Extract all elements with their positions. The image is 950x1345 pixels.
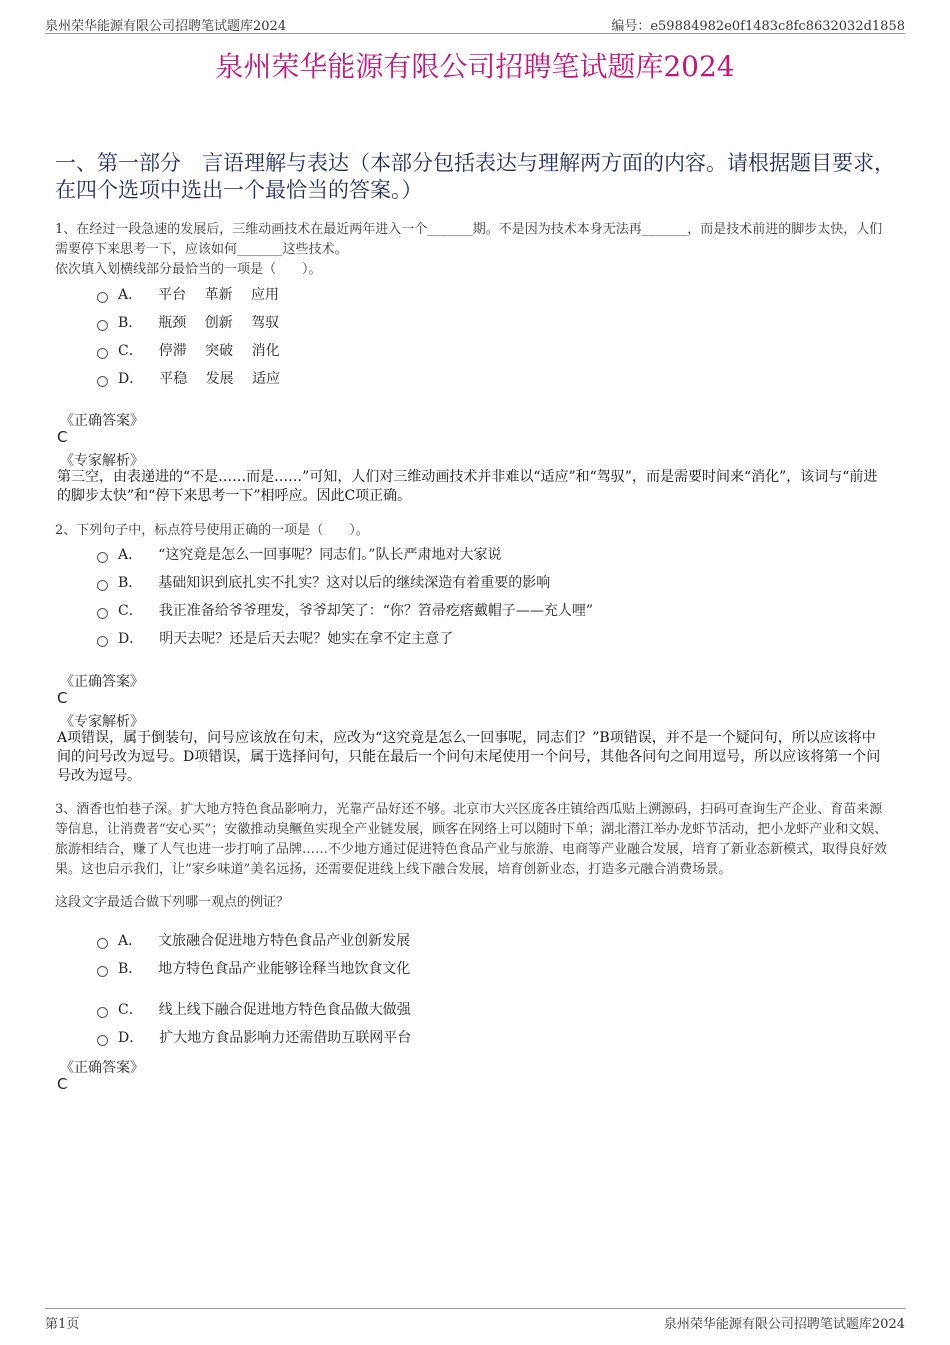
question-1-option-c[interactable]: C． 停滞 突破 消化 (97, 340, 280, 360)
header-divider (45, 33, 905, 34)
question-3-prompt: 这段文字最适合做下列哪一观点的例证？ (55, 895, 290, 910)
radio-icon[interactable] (97, 320, 108, 331)
radio-icon[interactable] (97, 1035, 108, 1046)
question-1-text: 1、在经过一段急速的发展后，三维动画技术在最近两年进入一个_______期。不是因为技术本身无法再_______，而是技术前进的脚步太快，人们需要停下来思考一下，应该如何_______这些技术。 (55, 222, 883, 257)
radio-icon[interactable] (97, 580, 108, 591)
radio-icon[interactable] (97, 938, 108, 949)
question-2-analysis: A项错误，属于倒装句，问号应该放在句末，应改为“这究竟是怎么一回事呢，同志们？”B项错误，并不是一个疑问句，所以应该将中间的问号改为逗号。D项错误，属于选择问句，只能在最后一个问句末尾使用一个问号，其他各问句之间用逗号，所以应该将第一个问号改为逗号。 (57, 730, 881, 784)
question-1-analysis-label: 《专家解析》 (60, 453, 144, 469)
radio-icon[interactable] (97, 636, 108, 647)
radio-icon[interactable] (97, 292, 108, 303)
question-3-text: 3、酒香也怕巷子深。扩大地方特色食品影响力，光靠产品好还不够。北京市大兴区庞各庄镇给西瓜贴上溯源码，扫码可查询生产企业、育苗来源等信息，让消费者“安心买”；安徽推动臭鳜鱼实现全产业链发展，顾客在网络上可以随时下单；湖北潜江举办龙虾节活动，把小龙虾产业和文娱、旅游相结合，赚了人气也进一步打响了品牌……不少地方通过促进特色食品产业与旅游、电商等产业融合发展，培育了新业态新模式，取得良好效果。这也启示我们，让“家乡味道”美名远扬，还需要促进线上线下融合发展，培育创新业态，打造多元融合消费场景。 (55, 802, 888, 877)
question-2-option-b[interactable]: B． 基础知识到底扎实不扎实？这对以后的继续深造有着重要的影响 (97, 572, 550, 592)
radio-icon[interactable] (97, 376, 108, 387)
question-2-analysis-label: 《专家解析》 (60, 714, 144, 730)
question-1-option-b[interactable]: B． 瓶颈 创新 驾驭 (97, 312, 279, 332)
page-title: 泉州荣华能源有限公司招聘笔试题库2024 (215, 50, 735, 83)
footer-divider (45, 1308, 905, 1309)
question-3-option-c[interactable]: C． 线上线下融合促进地方特色食品做大做强 (97, 999, 411, 1019)
question-2-answer: C (57, 689, 68, 707)
radio-icon[interactable] (97, 966, 108, 977)
question-2-text: 2、下列句子中，标点符号使用正确的一项是（ ）。 (55, 523, 369, 538)
question-2-option-a[interactable]: A． “这究竟是怎么一回事呢？同志们。”队长严肃地对大家说 (97, 544, 501, 564)
header-doc-number: 编号：e59884982e0f1483c8fc8632032d1858 (611, 19, 905, 34)
footer-title: 泉州荣华能源有限公司招聘笔试题库2024 (663, 1317, 905, 1332)
question-1-analysis: 第三空，由表递进的“不是……而是……”可知，人们对三维动画技术并非难以“适应”和“驾驭”，而是需要时间来“消化”，该词与“前进的脚步太快”和“停下来思考一下”相呼应。因此C项正确。 (57, 469, 878, 504)
question-2-option-c[interactable]: C． 我正准备给爷爷理发，爷爷却笑了：“你？笤帚疙瘩戴帽子——充人哩” (97, 600, 593, 620)
question-3-answer-label: 《正确答案》 (60, 1060, 144, 1076)
question-1-prompt: 依次填入划横线部分最恰当的一项是（ ）。 (55, 262, 322, 277)
radio-icon[interactable] (97, 1007, 108, 1018)
question-1-answer: C (57, 428, 68, 446)
section-title: 一、第一部分 言语理解与表达（本部分包括表达与理解两方面的内容。请根据题目要求，在四个选项中选出一个最恰当的答案。） (55, 151, 895, 202)
question-2-option-d[interactable]: D． 明天去呢？还是后天去呢？她实在拿不定主意了 (97, 628, 453, 648)
question-3-answer: C (57, 1075, 68, 1093)
question-3-option-a[interactable]: A． 文旅融合促进地方特色食品产业创新发展 (97, 930, 410, 950)
radio-icon[interactable] (97, 552, 108, 563)
question-1-option-a[interactable]: A． 平台 革新 应用 (97, 284, 279, 304)
question-3-option-b[interactable]: B． 地方特色食品产业能够诠释当地饮食文化 (97, 958, 410, 978)
radio-icon[interactable] (97, 348, 108, 359)
footer-page-number: 第1页 (45, 1317, 80, 1332)
question-3-option-d[interactable]: D． 扩大地方食品影响力还需借助互联网平台 (97, 1027, 411, 1047)
question-1-option-d[interactable]: D． 平稳 发展 适应 (97, 368, 280, 388)
header-left: 泉州荣华能源有限公司招聘笔试题库2024 (45, 19, 287, 34)
question-1-answer-label: 《正确答案》 (60, 413, 144, 429)
question-2-answer-label: 《正确答案》 (60, 674, 144, 690)
radio-icon[interactable] (97, 608, 108, 619)
